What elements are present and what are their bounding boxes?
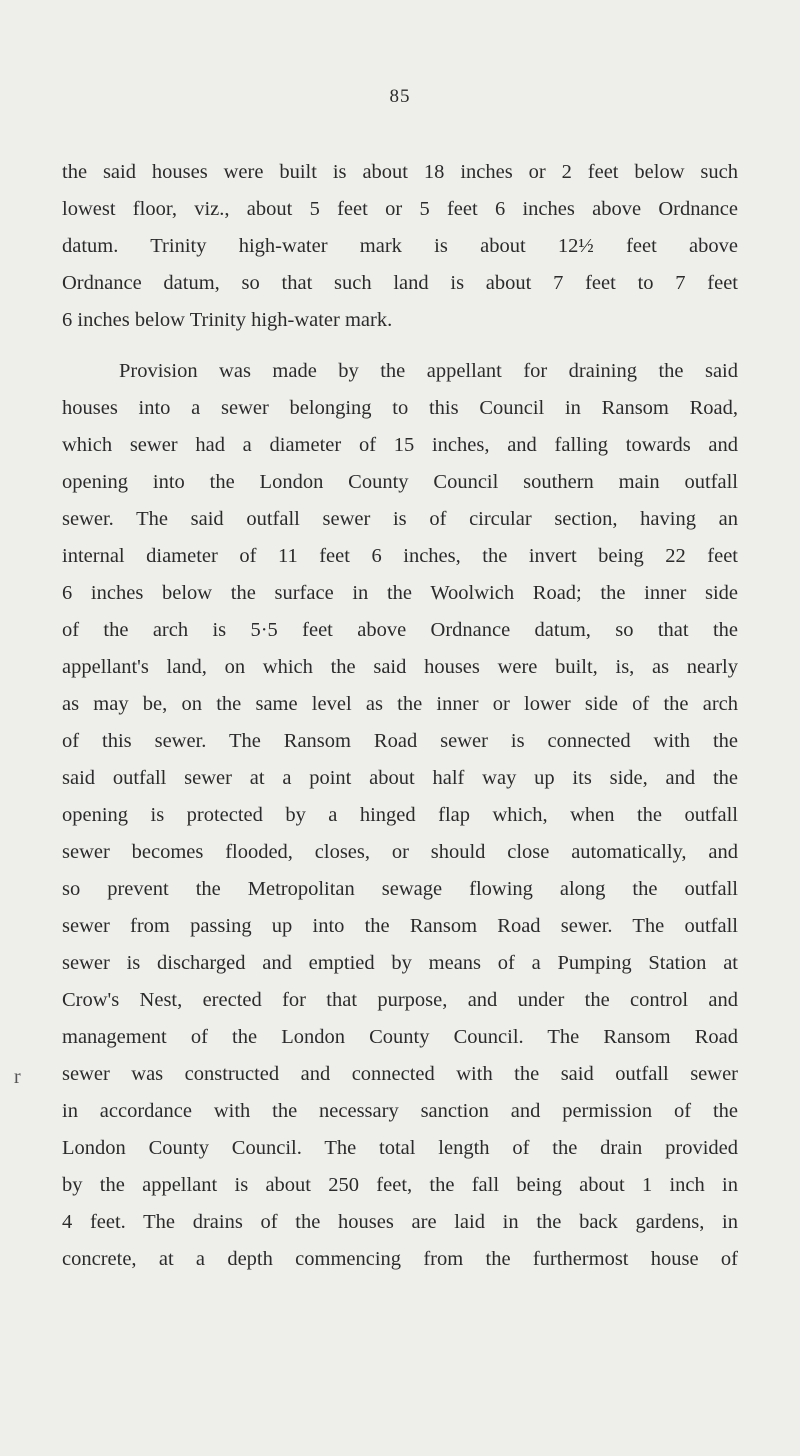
text-line: houses into a sewer belonging to this Council in Ransom Road,	[62, 397, 738, 419]
text-line: internal diameter of 11 feet 6 inches, the invert being 22 feet	[62, 545, 738, 567]
text-line: by the appellant is about 250 feet, the fall being about 1 inch in	[62, 1174, 738, 1196]
text-line: of this sewer. The Ransom Road sewer is connected with the	[62, 730, 738, 752]
text-line: which sewer had a diameter of 15 inches, and falling towards and	[62, 434, 738, 456]
text-line: sewer was constructed and connected with the said outfall sewer	[62, 1063, 738, 1085]
text-line: the said houses were built is about 18 inches or 2 feet below such	[62, 161, 738, 183]
text-line: of the arch is 5·5 feet above Ordnance datum, so that the	[62, 619, 738, 641]
text-line: so prevent the Metropolitan sewage flowing along the outfall	[62, 878, 738, 900]
paragraph-gap	[62, 339, 738, 353]
text-line: Crow's Nest, erected for that purpose, and under the control and	[62, 989, 738, 1011]
text-line: in accordance with the necessary sanction and permission of the	[62, 1100, 738, 1122]
text-line: management of the London County Council. The Ransom Road	[62, 1026, 738, 1048]
text-line: sewer is discharged and emptied by means of a Pumping Station at	[62, 952, 738, 974]
text-line: sewer becomes flooded, closes, or should close automatically, and	[62, 841, 738, 863]
text-line: as may be, on the same level as the inner or lower side of the arch	[62, 693, 738, 715]
text-line: 6 inches below Trinity high-water mark.	[62, 309, 393, 331]
paragraph-2	[62, 353, 738, 1278]
text-line: 4 feet. The drains of the houses are laid in the back gardens, in	[62, 1211, 738, 1233]
body-text	[62, 154, 738, 1278]
text-line: said outfall sewer at a point about half way up its side, and the	[62, 767, 738, 789]
text-line: Ordnance datum, so that such land is about 7 feet to 7 feet	[62, 272, 738, 294]
text-line: datum. Trinity high-water mark is about 12½ feet above	[62, 235, 738, 257]
text-line: London County Council. The total length of the drain provided	[62, 1137, 738, 1159]
text-line: sewer. The said outfall sewer is of circular section, having an	[62, 508, 738, 530]
text-line: concrete, at a depth commencing from the furthermost house of	[62, 1248, 738, 1270]
text-line: opening is protected by a hinged flap which, when the outfall	[62, 804, 738, 826]
text-line: appellant's land, on which the said houses were built, is, as nearly	[62, 656, 738, 678]
text-line: Provision was made by the appellant for draining the said	[119, 360, 738, 382]
text-line: opening into the London County Council southern main outfall	[62, 471, 738, 493]
margin-mark: r	[14, 1066, 21, 1088]
text-line: 6 inches below the surface in the Woolwich Road; the inner side	[62, 582, 738, 604]
text-line: sewer from passing up into the Ransom Road sewer. The outfall	[62, 915, 738, 937]
page-number: 85	[389, 86, 411, 107]
text-line: lowest floor, viz., about 5 feet or 5 feet 6 inches above Ordnance	[62, 198, 738, 220]
paragraph-1	[62, 154, 738, 339]
